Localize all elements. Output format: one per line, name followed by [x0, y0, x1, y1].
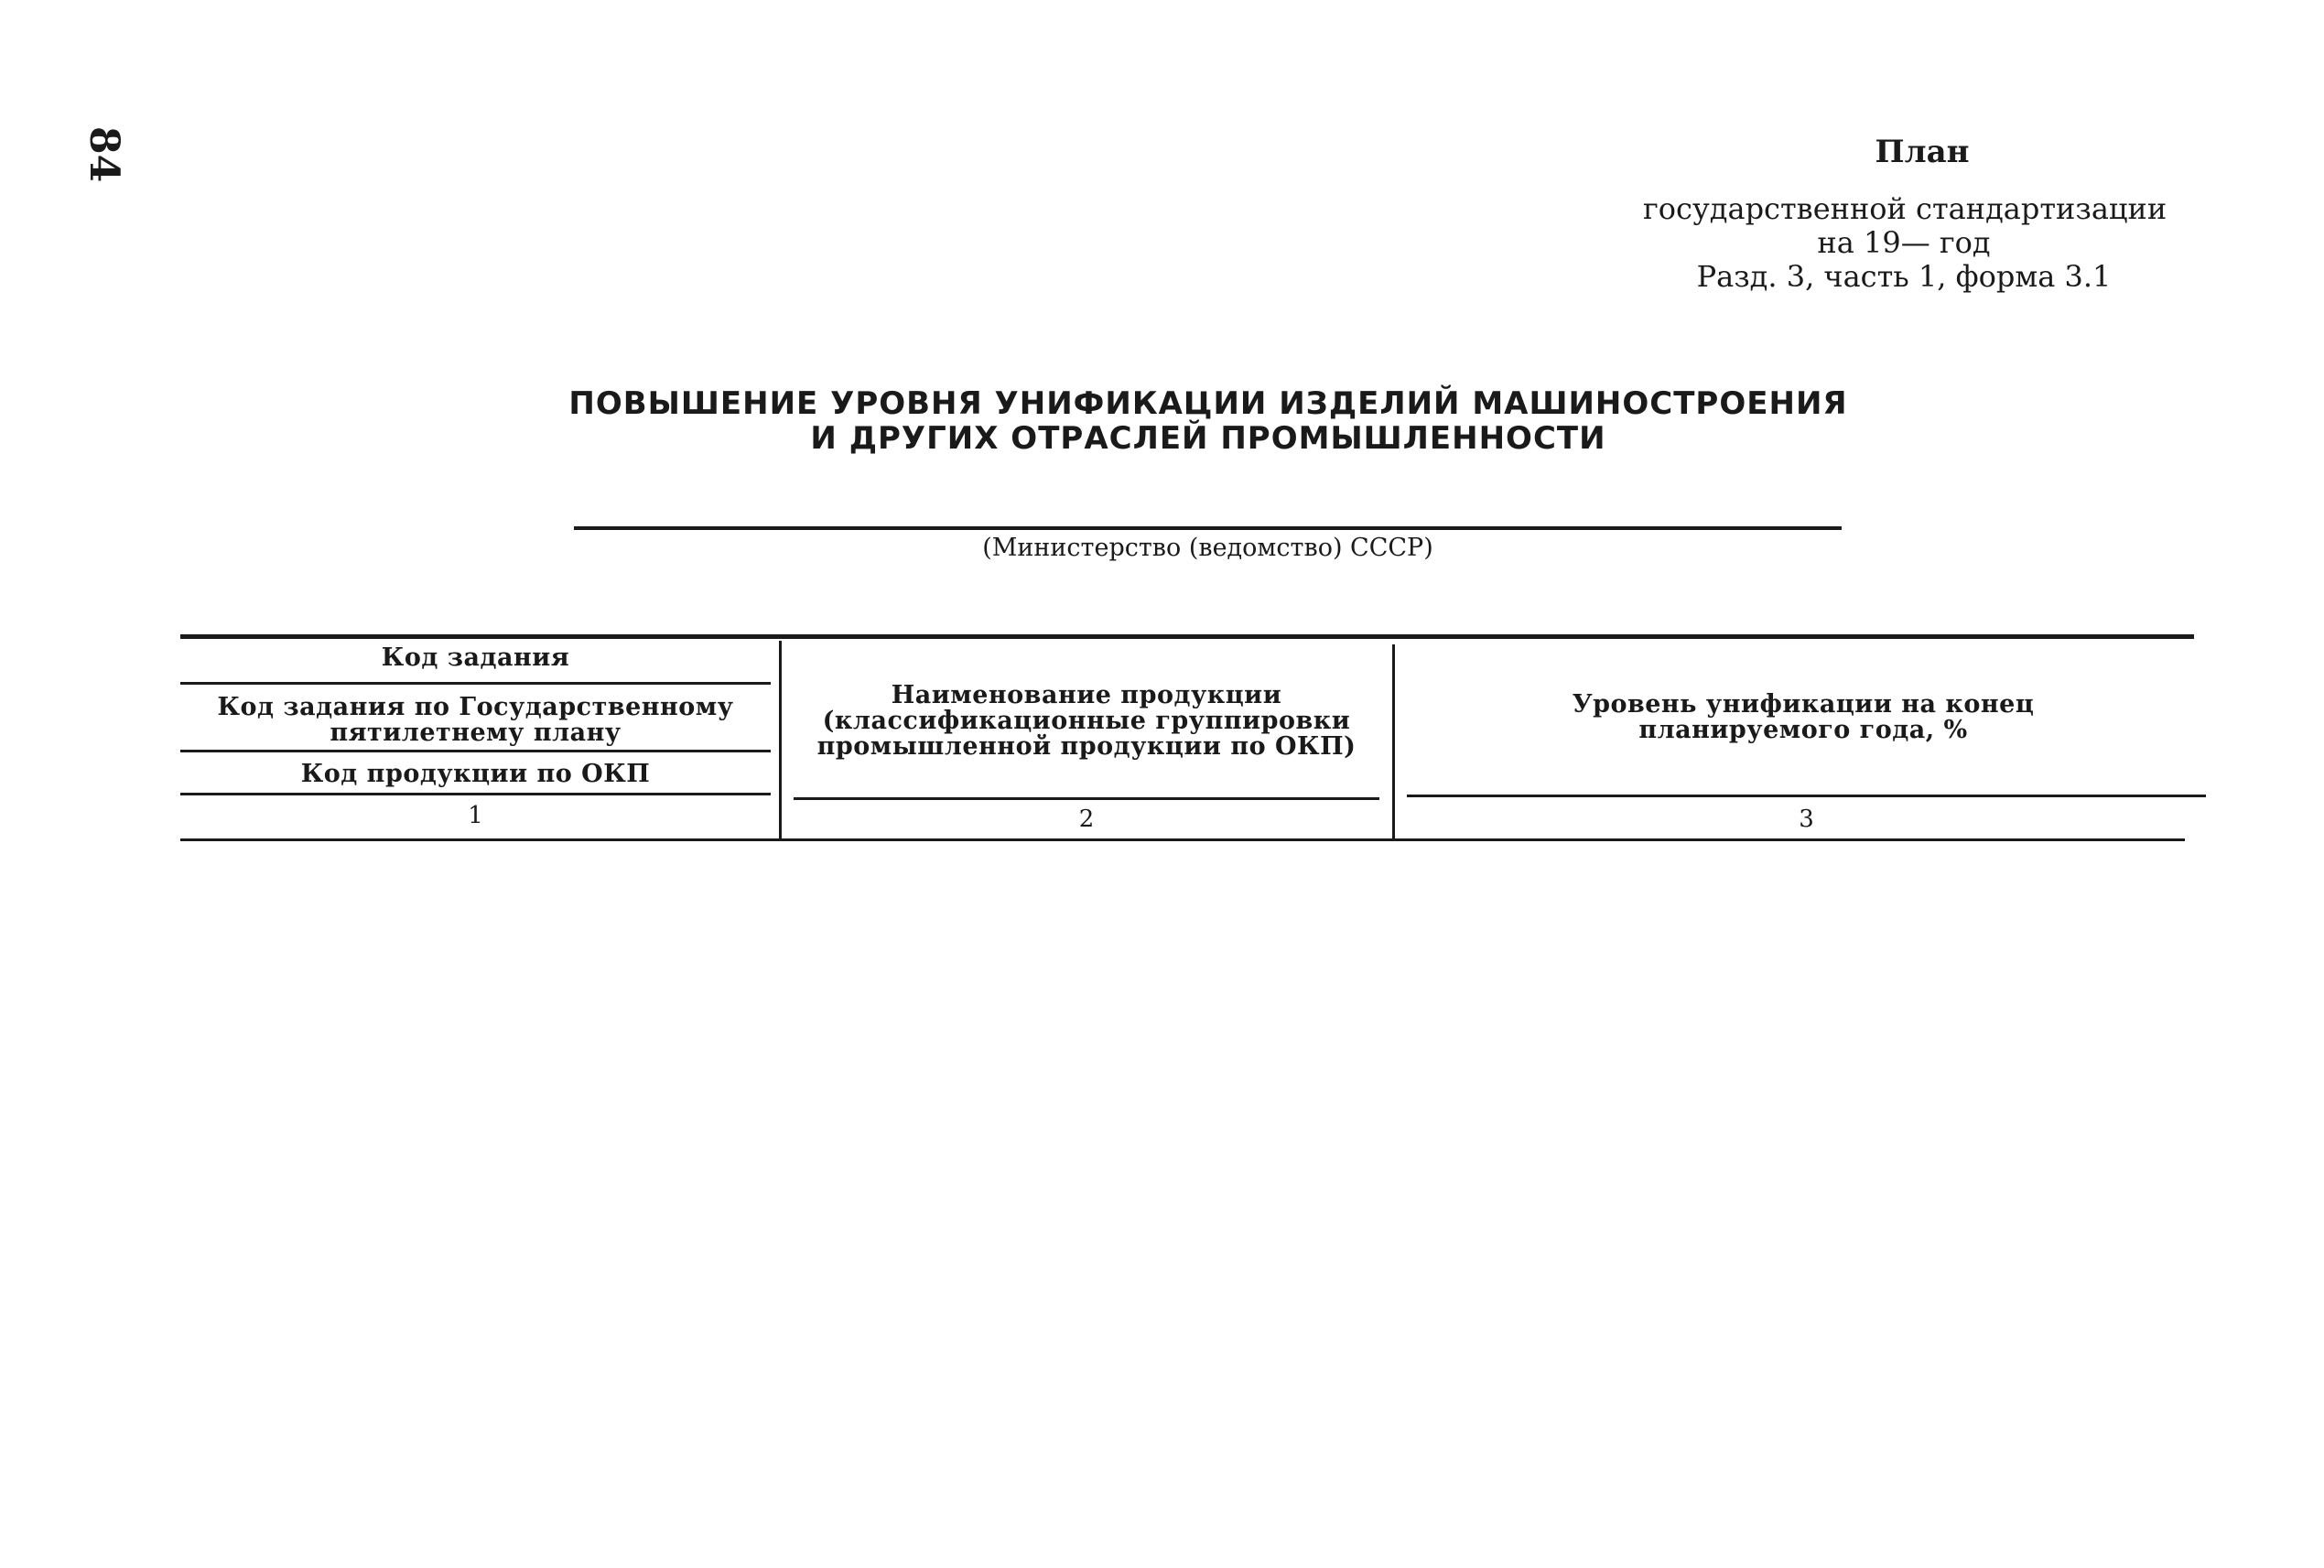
table-top-border [180, 634, 2194, 639]
col3-header-line-2: планируемого года, % [1638, 716, 1968, 744]
plan-subtitle-line-1: государственной стандартизации [1643, 191, 2167, 226]
col2-header-line-2: (классификационные группировки [822, 707, 1351, 735]
col1-header-five-year-line-1: Код задания по Государственному [217, 693, 734, 721]
col1-divider-1 [180, 682, 771, 685]
document-heading [549, 386, 1867, 456]
col1-header-five-year-line-2: пятилетнему плану [330, 719, 622, 747]
col1-header-okp-code: Код продукции по ОКП [300, 760, 651, 788]
ministry-fill-line [574, 526, 1842, 530]
heading-line-2: И ДРУГИХ ОТРАСЛЕЙ ПРОМЫШЛЕННОСТИ [810, 420, 1606, 457]
page-number: 84 [81, 126, 127, 183]
plan-section-line: Разд. 3, часть 1, форма 3.1 [1696, 259, 2112, 294]
col3-number: 3 [1799, 806, 1814, 833]
heading-line-1: ПОВЫШЕНИЕ УРОВНЯ УНИФИКАЦИИ ИЗДЕЛИЙ МАШИНОСТРОЕНИЯ [568, 385, 1848, 422]
col1-divider-3 [180, 793, 771, 795]
col3-divider [1407, 795, 2206, 797]
col3-header-line-1: Уровень унификации на конец [1572, 690, 2035, 719]
plan-year-line: на 19— год [1817, 225, 1991, 260]
col2-header-line-1: Наименование продукции [891, 681, 1282, 709]
col2-header-line-3: промышленной продукции по ОКП) [816, 732, 1357, 761]
table-bottom-border [180, 838, 2185, 841]
col2-divider [794, 797, 1379, 800]
col2-number: 2 [1078, 806, 1095, 833]
col1-number: 1 [468, 802, 483, 829]
plan-title: План [1875, 134, 1970, 170]
column-separator-2 [1392, 644, 1395, 840]
col1-header-task-code: Код задания [381, 643, 570, 672]
ministry-caption: (Министерство (ведомство) СССР) [982, 534, 1433, 562]
column-separator-1 [779, 641, 782, 840]
col1-divider-2 [180, 750, 771, 752]
